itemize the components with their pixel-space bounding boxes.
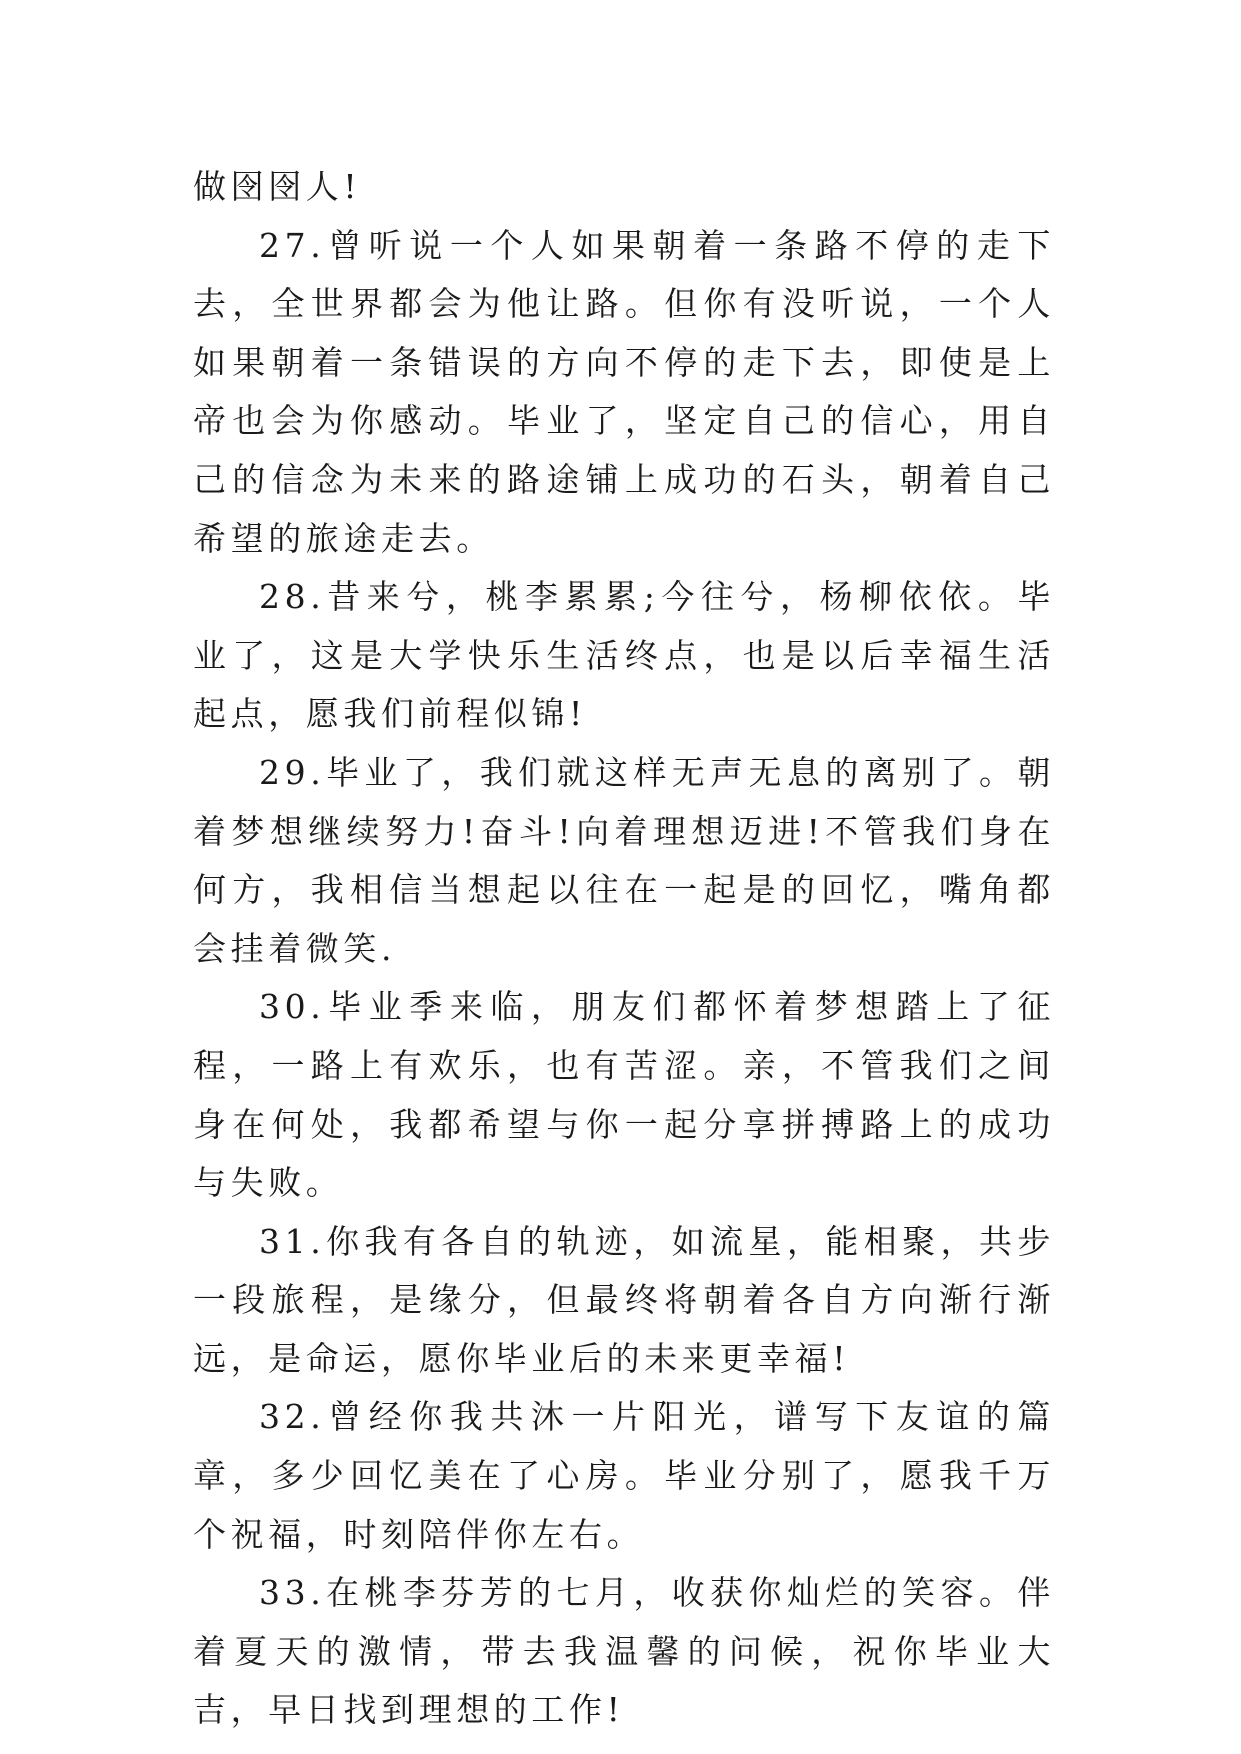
paragraph-32: 32.曾经你我共沐一片阳光，谱写下友谊的篇章，多少回忆美在了心房。毕业分别了，愿我千万个祝福，时刻陪伴你左右。 <box>193 1397 1055 1554</box>
paragraph-continuation: 做囹囹人! <box>193 167 362 206</box>
paragraph-29: 29.毕业了，我们就这样无声无息的离别了。朝着梦想继续努力!奋斗!向着理想迈进!不管我们身在何方，我相信当想起以往在一起是的回忆，嘴角都会挂着微笑. <box>193 752 1055 968</box>
paragraph-33: 33.在桃李芬芳的七月，收获你灿烂的笑容。伴着夏天的激情，带去我温馨的问候，祝你毕业大吉，早日找到理想的工作! <box>193 1573 1055 1730</box>
paragraph-27: 27.曾听说一个人如果朝着一条路不停的走下去，全世界都会为他让路。但你有没听说，一个人如果朝着一条错误的方向不停的走下去，即使是上帝也会为你感动。毕业了，坚定自己的信心，用自己的信念为未来的路途铺上成功的石头，朝着自己希望的旅途走去。 <box>193 225 1055 558</box>
paragraph-28: 28.昔来兮，桃李累累;今往兮，杨柳依依。毕业了，这是大学快乐生活终点，也是以后幸福生活起点，愿我们前程似锦! <box>193 577 1055 734</box>
body-text <box>193 158 1055 1740</box>
paragraph-31: 31.你我有各自的轨迹，如流星，能相聚，共步一段旅程，是缘分，但最终将朝着各自方向渐行渐远，是命运，愿你毕业后的未来更幸福! <box>193 1221 1055 1378</box>
paragraph-30: 30.毕业季来临，朋友们都怀着梦想踏上了征程，一路上有欢乐，也有苦涩。亲，不管我们之间身在何处，我都希望与你一起分享拼搏路上的成功与失败。 <box>193 987 1055 1203</box>
